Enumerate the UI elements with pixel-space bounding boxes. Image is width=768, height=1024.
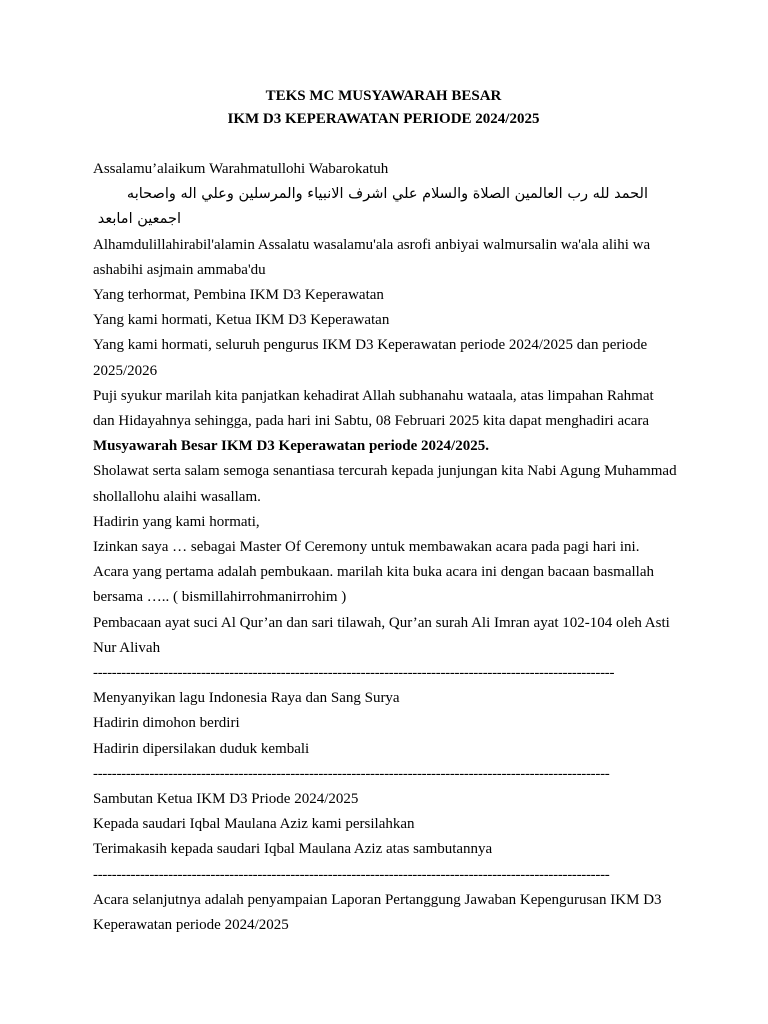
- salutation-ketua: Yang kami hormati, Ketua IKM D3 Keperawatan: [93, 312, 390, 329]
- arabic-prayer-line-1: الحمد لله رب العالمين الصلاة والسلام علي اشرف الانبياء والمرسلين وعلي اله واصحابه: [126, 186, 648, 203]
- document-body: [93, 85, 678, 938]
- welcome-speech-invite: Kepada saudari Iqbal Maulana Aziz kami persilahkan: [93, 816, 415, 833]
- accountability-report-paragraph: Acara selanjutnya adalah penyampaian Laporan Pertanggung Jawaban Kepengurusan IKM D3 Keperawatan periode 2024/2025: [93, 891, 662, 934]
- document-title-line-1: TEKS MC MUSYAWARAH BESAR: [265, 88, 502, 104]
- title-spacer: [93, 131, 678, 157]
- mc-intro-line: Izinkan saya … sebagai Master Of Ceremony untuk membawakan acara pada pagi hari ini.: [93, 539, 640, 556]
- section-divider-3: --------------------------------------------------------------------------------------------------------------: [93, 866, 610, 883]
- gratitude-paragraph: Puji syukur marilah kita panjatkan kehadirat Allah subhanahu wataala, atas limpahan Rahmat dan Hidayahnya sehingga, pada hari ini Sabtu, 08 Februari 2025 kita dapat menghadiri acara: [93, 387, 654, 430]
- prayer-transliteration: Alhamdulillahirabil'alamin Assalatu wasalamu'ala asrofi anbiyai walmursalin wa'ala alihi wa ashabihi asjmain ammaba'du: [93, 236, 651, 278]
- event-name: Musyawarah Besar IKM D3 Keperawatan periode 2024/2025.: [93, 438, 489, 455]
- salutation-pengurus: Yang kami hormati, seluruh pengurus IKM D3 Keperawatan periode 2024/2025 dan periode 2025/2026: [93, 337, 648, 379]
- document-title-line-2: IKM D3 KEPERAWATAN PERIODE 2024/2025: [227, 111, 540, 127]
- arabic-prayer-line-2: اجمعين امابعد: [97, 211, 181, 228]
- hadirin-line: Hadirin yang kami hormati,: [93, 513, 260, 530]
- section-divider-1: ---------------------------------------------------------------------------------------------------------------: [93, 665, 615, 682]
- section-divider-2: --------------------------------------------------------------------------------------------------------------: [93, 765, 610, 782]
- salutation-pembina: Yang terhormat, Pembina IKM D3 Keperawatan: [93, 287, 384, 304]
- opening-paragraph: Acara yang pertama adalah pembukaan. marilah kita buka acara ini dengan bacaan basmallah bersama ….. ( bismillahirrohmanirrohim ): [93, 564, 654, 606]
- quran-recitation-paragraph: Pembacaan ayat suci Al Qur’an dan sari tilawah, Qur’an surah Ali Imran ayat 102-104 oleh Asti Nur Alivah: [93, 614, 670, 656]
- anthem-line: Menyanyikan lagu Indonesia Raya dan Sang Surya: [93, 690, 400, 707]
- sholawat-paragraph: Sholawat serta salam semoga senantiasa tercurah kepada junjungan kita Nabi Agung Muhammad shollallohu alaihi wasallam.: [93, 463, 677, 505]
- greeting-line: Assalamu’alaikum Warahmatullohi Wabarokatuh: [93, 161, 389, 177]
- welcome-speech-title: Sambutan Ketua IKM D3 Priode 2024/2025: [93, 791, 359, 808]
- stand-instruction: Hadirin dimohon berdiri: [93, 715, 240, 732]
- sit-instruction: Hadirin dipersilakan duduk kembali: [93, 740, 310, 757]
- welcome-speech-thanks: Terimakasih kepada saudari Iqbal Maulana Aziz atas sambutannya: [93, 841, 493, 858]
